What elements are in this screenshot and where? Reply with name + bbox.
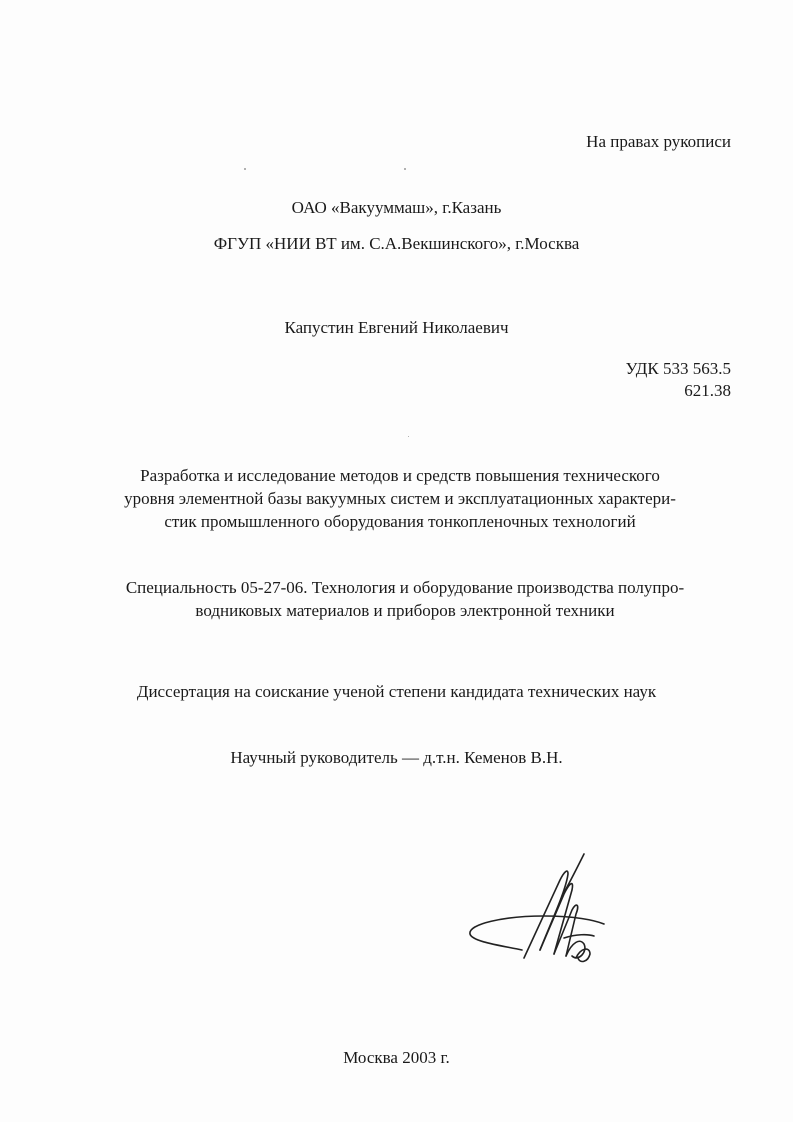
title-line-2: уровня элементной базы вакуумных систем и эксплуатационных характери- <box>124 489 676 508</box>
specialty-line-1: Специальность 05-27-06. Технология и оборудование производства полупро- <box>125 578 685 597</box>
author-name: Капустин Евгений Николаевич <box>284 318 509 337</box>
degree-statement: Диссертация на соискание ученой степени кандидата технических наук <box>136 682 657 701</box>
udc-block <box>625 358 731 402</box>
udc-line-1: УДК 533 563.5 <box>625 359 731 378</box>
scan-speck <box>244 168 246 170</box>
city-year: Москва 2003 г. <box>343 1048 450 1067</box>
manuscript-note: На правах рукописи <box>586 132 731 151</box>
dissertation-title <box>100 464 700 533</box>
specialty-block <box>90 576 720 622</box>
specialty-line-2: водниковых материалов и приборов электронной техники <box>195 601 615 620</box>
udc-line-2: 621.38 <box>684 381 731 400</box>
scan-speck <box>404 168 406 170</box>
organizations-block <box>0 196 793 267</box>
scientific-advisor: Научный руководитель — д.т.н. Кеменов В.Н. <box>230 748 563 767</box>
signature-image <box>464 850 624 980</box>
scan-speck <box>408 436 409 437</box>
title-line-1: Разработка и исследование методов и средств повышения технического <box>140 466 660 485</box>
organization-line-2: ФГУП «НИИ ВТ им. С.А.Векшинского», г.Москва <box>213 233 580 253</box>
organization-line-1: ОАО «Вакууммаш», г.Казань <box>291 198 502 217</box>
title-line-3: стик промышленного оборудования тонкопленочных технологий <box>164 512 636 531</box>
